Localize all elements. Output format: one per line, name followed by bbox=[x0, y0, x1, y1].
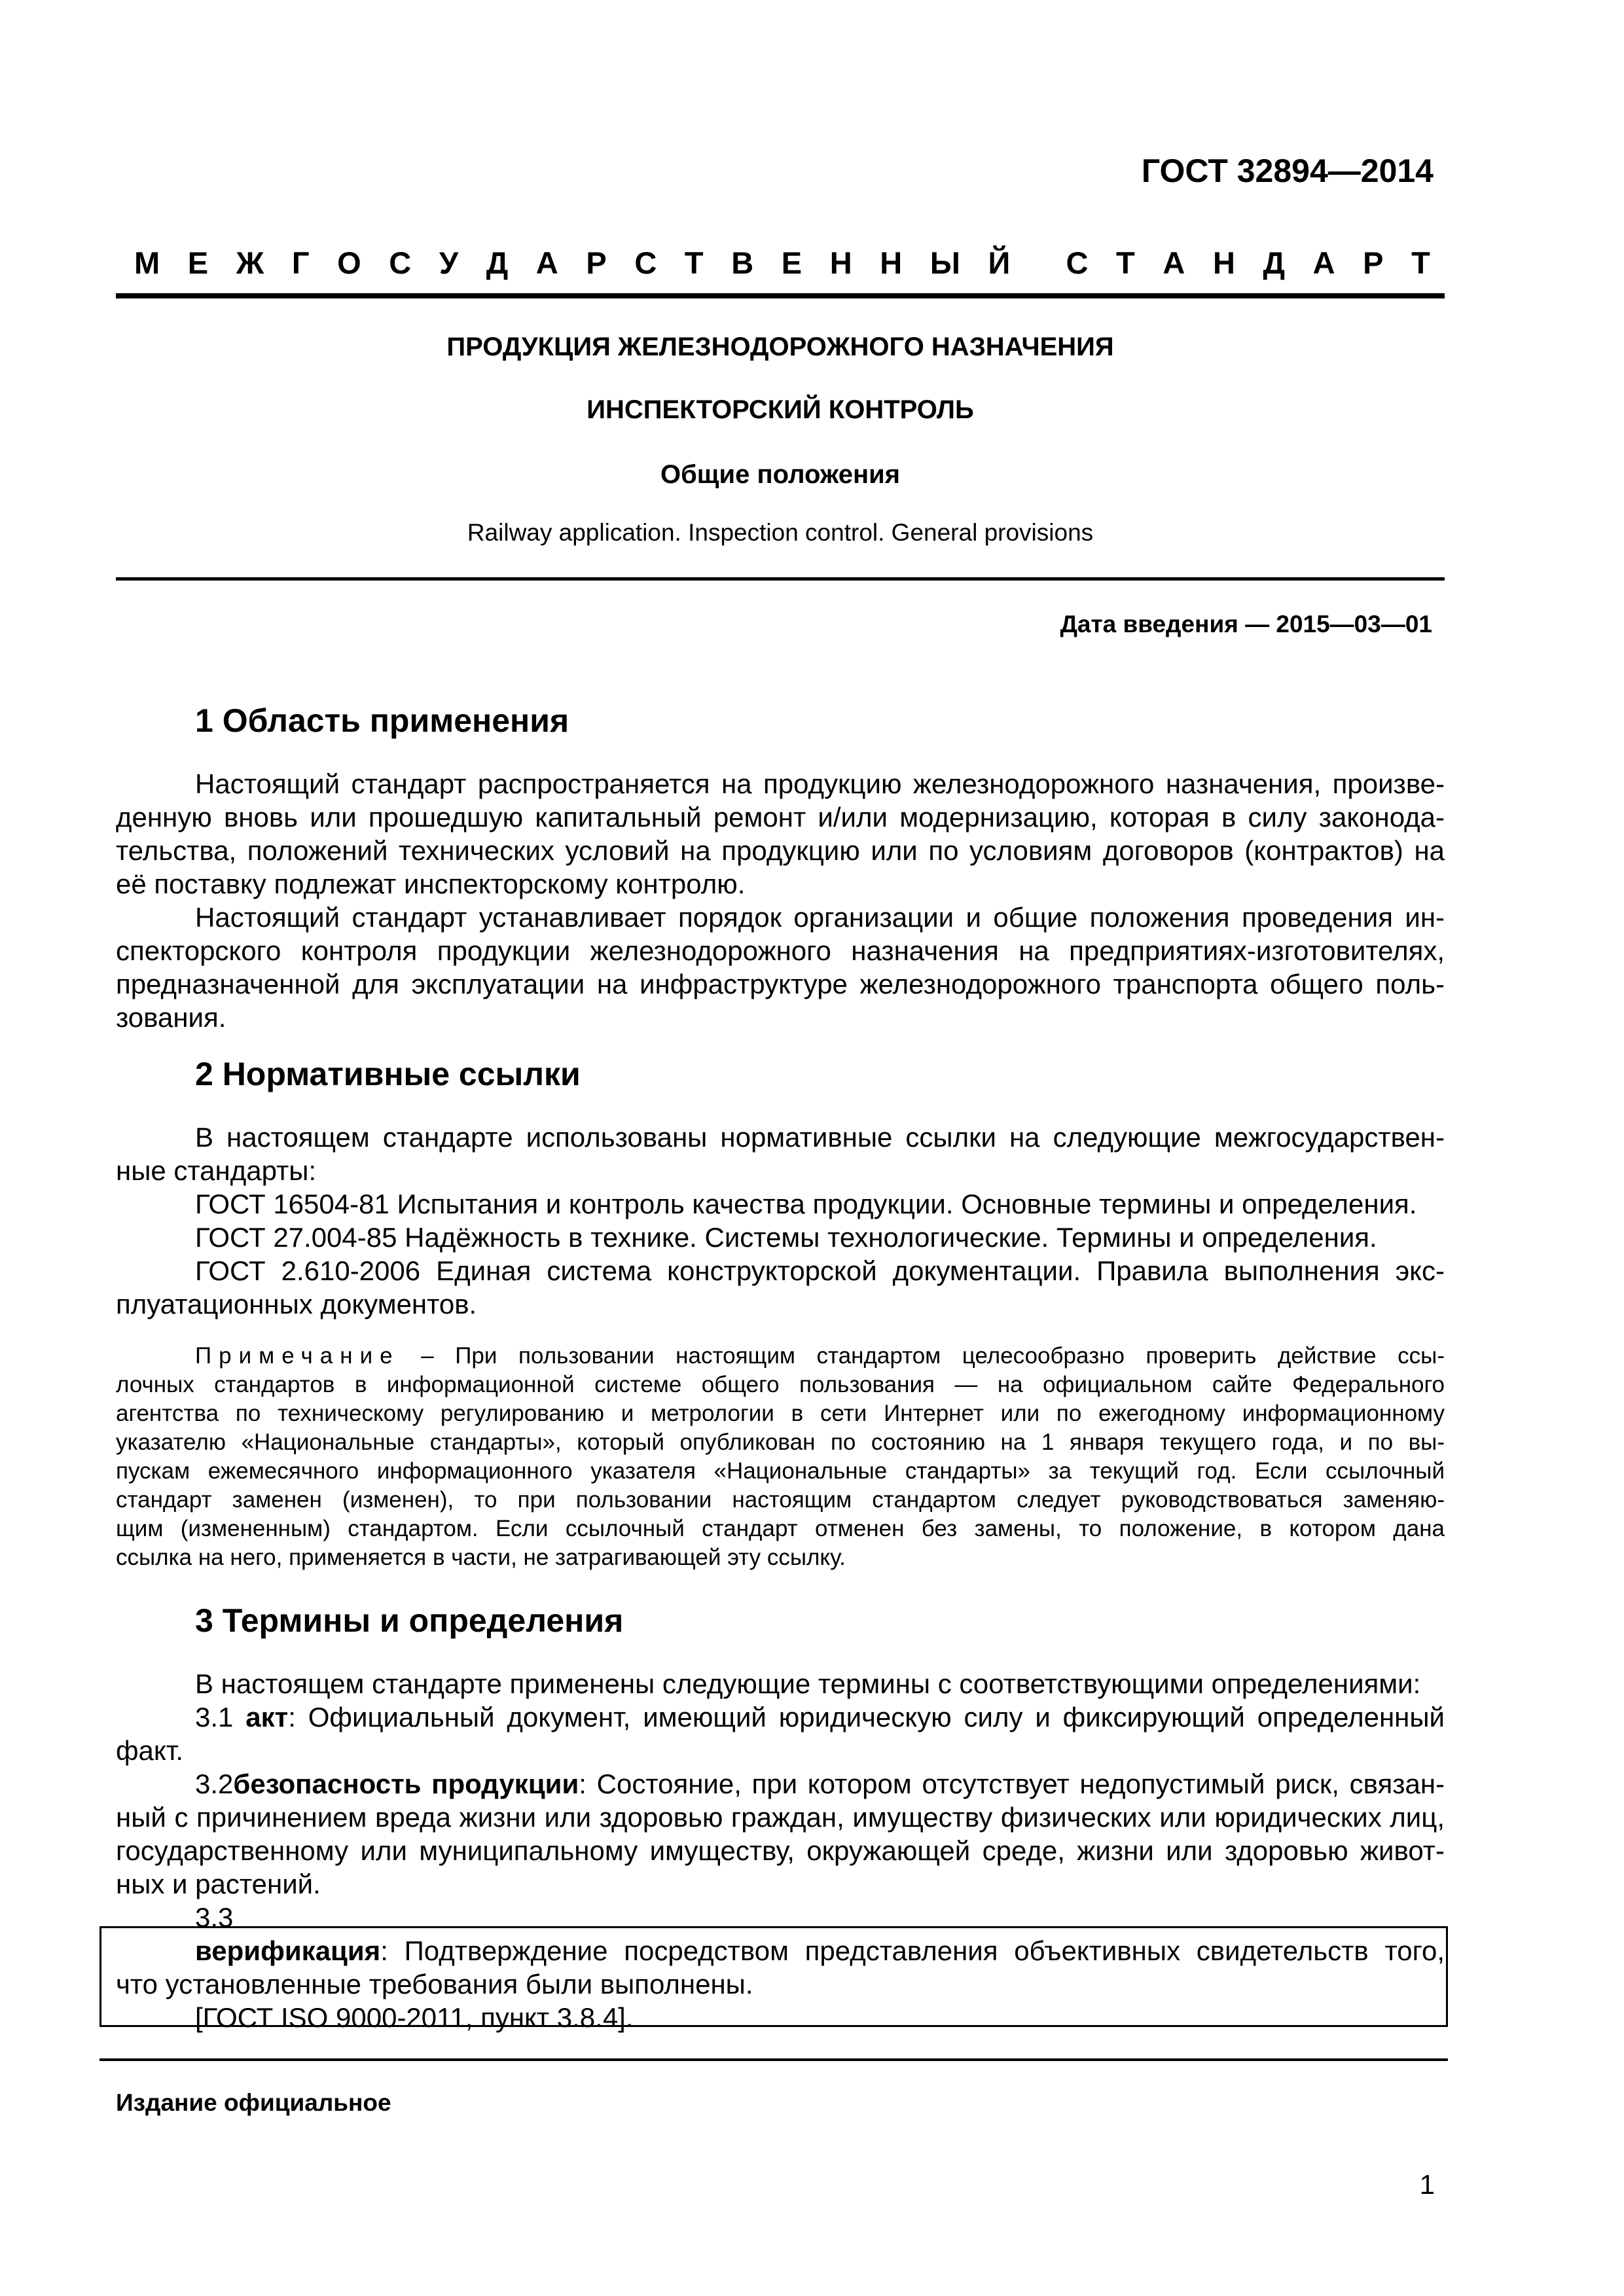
reference-gost-27004 bbox=[116, 1221, 1445, 1254]
term-definition: : Подтверждение посредством представления объективных свидетельств того, bbox=[380, 1935, 1445, 1966]
banner-letter: У bbox=[439, 245, 459, 280]
header-rule bbox=[116, 293, 1445, 298]
term-definition: : Официальный документ, имеющий юридическую силу и фиксирующий определенный bbox=[288, 1702, 1445, 1732]
banner-letter: Т bbox=[1116, 245, 1135, 280]
text-line: предназначенной для эксплуатации на инфраструктуре железнодорожного транспорта общего поль- bbox=[116, 969, 1445, 999]
banner-letter: В bbox=[731, 245, 754, 280]
term-number: 3.2 bbox=[195, 1768, 234, 1799]
title-line-3: Общие положения bbox=[660, 460, 901, 489]
banner-letter: О bbox=[337, 245, 361, 280]
section-2-intro bbox=[116, 1121, 1445, 1187]
title-rule bbox=[116, 577, 1445, 581]
section-1-heading: 1 Область применения bbox=[195, 702, 569, 739]
banner-letter: Д bbox=[486, 245, 509, 280]
banner-letter: Р bbox=[586, 245, 607, 280]
banner-letter: А bbox=[1163, 245, 1185, 280]
term-3-3 bbox=[116, 1934, 1445, 2034]
banner-letter: Ы bbox=[929, 245, 960, 280]
text-line: пускам ежемесячного информационного указателя «Национальные стандарты» за текущий год. Если ссылочный bbox=[116, 1458, 1445, 1484]
title-line-1: ПРОДУКЦИЯ ЖЕЛЕЗНОДОРОЖНОГО НАЗНАЧЕНИЯ bbox=[446, 332, 1114, 361]
text-line: государственному или муниципальному имуществу, окружающей среде, жизни или здоровью живот- bbox=[116, 1835, 1445, 1866]
introduction-date: Дата введения — 2015—03—01 bbox=[1060, 611, 1432, 637]
text-line: В настоящем стандарте использованы нормативные ссылки на следующие межгосударствен- bbox=[195, 1122, 1445, 1153]
text-line: спекторского контроля продукции железнодорожного назначения на предприятиях-изготовителях, bbox=[116, 935, 1445, 966]
section-2-heading: 2 Нормативные ссылки bbox=[195, 1056, 581, 1092]
page-number: 1 bbox=[1419, 2169, 1435, 2200]
banner-letter: Е bbox=[781, 245, 803, 280]
english-title: Railway application. Inspection control. General provisions bbox=[467, 519, 1094, 546]
text-line: указателю «Национальные стандарты», который опубликован по состоянию на 1 января текущего года, и по вы- bbox=[116, 1429, 1445, 1455]
text-line: факт. bbox=[116, 1735, 184, 1766]
text-line: щим (измененным) стандартом. Если ссылочный стандарт отменен без замены, то положение, в котором дана bbox=[116, 1516, 1445, 1541]
document-number: ГОСТ 32894—2014 bbox=[1141, 152, 1434, 189]
banner-letter: Й bbox=[988, 245, 1011, 280]
term-3-2 bbox=[116, 1767, 1445, 1901]
banner-letter: Н bbox=[829, 245, 852, 280]
text-line: ный с причинением вреда жизни или здоровью граждан, имуществу физических или юридических лиц, bbox=[116, 1802, 1445, 1833]
text-line: плуатационных документов. bbox=[116, 1289, 477, 1319]
interstate-standard-banner bbox=[134, 245, 1430, 281]
banner-letter: С bbox=[389, 245, 412, 280]
banner-letter: А bbox=[535, 245, 558, 280]
banner-letter: Ж bbox=[236, 245, 264, 280]
text-line: ГОСТ 16504-81 Испытания и контроль качества продукции. Основные термины и определения. bbox=[195, 1189, 1417, 1219]
banner-letter: М bbox=[134, 245, 160, 280]
banner-letter: Т bbox=[684, 245, 704, 280]
text-line: денную вновь или прошедшую капитальный ремонт и/или модернизацию, которая в силу законода- bbox=[116, 802, 1445, 833]
note-first-line bbox=[116, 1342, 1445, 1371]
text-line: стандарт заменен (изменен), то при пользовании настоящим стандартом следует руководствоваться заменяю- bbox=[116, 1487, 1445, 1513]
note-block bbox=[116, 1342, 1445, 1572]
edition-label: Издание официальное bbox=[116, 2089, 391, 2116]
text-line: тельства, положений технических условий на продукцию или по условиям договоров (контрактов) на bbox=[116, 835, 1445, 866]
banner-letter: Н bbox=[880, 245, 903, 280]
text-line: В настоящем стандарте применены следующие термины с соответствующими определениями: bbox=[195, 1668, 1421, 1699]
term-definition: : Состояние, при котором отсутствует недопустимый риск, связан- bbox=[579, 1768, 1445, 1799]
note-label: Примечание bbox=[195, 1343, 400, 1369]
banner-letter: Т bbox=[1411, 245, 1430, 280]
text-line: агентства по техническому регулированию и метрологии в сети Интернет или по ежегодному информационному bbox=[116, 1401, 1445, 1426]
section-3-intro bbox=[116, 1667, 1445, 1700]
term-name: верификация bbox=[195, 1935, 381, 1966]
banner-letter: Д bbox=[1263, 245, 1285, 280]
text-line: ГОСТ 2.610-2006 Единая система конструкторской документации. Правила выполнения экс- bbox=[195, 1255, 1445, 1286]
text-line: её поставку подлежат инспекторскому контролю. bbox=[116, 869, 746, 899]
term-name: безопасность продукции bbox=[233, 1768, 579, 1799]
banner-letter: Г bbox=[291, 245, 310, 280]
term-3-1 bbox=[116, 1700, 1445, 1767]
text-line: лочных стандартов в информационной системе общего пользования — на официальном сайте Федерального bbox=[116, 1372, 1445, 1397]
banner-letter: Р bbox=[1363, 245, 1384, 280]
note-text: – При пользовании настоящим стандартом целесообразно проверить действие ссы- bbox=[421, 1343, 1445, 1369]
title-line-2: ИНСПЕКТОРСКИЙ КОНТРОЛЬ bbox=[586, 395, 974, 424]
footer-rule bbox=[99, 2058, 1448, 2061]
banner-letter: Е bbox=[187, 245, 209, 280]
reference-gost-16504 bbox=[116, 1187, 1445, 1221]
term-line bbox=[116, 1934, 1445, 1967]
term-name: акт bbox=[245, 1702, 289, 1732]
text-line: что установленные требования были выполнены. bbox=[116, 1969, 753, 2000]
term-line bbox=[116, 1767, 1445, 1801]
term-number: 3.1 bbox=[195, 1702, 234, 1732]
term-source: [ГОСТ ISO 9000-2011, пункт 3.8.4]. bbox=[195, 2002, 634, 2033]
banner-letter: С bbox=[1066, 245, 1089, 280]
text-line: ных и растений. bbox=[116, 1869, 321, 1899]
text-line: зования. bbox=[116, 1002, 226, 1033]
text-line: ГОСТ 27.004-85 Надёжность в технике. Системы технологические. Термины и определения. bbox=[195, 1222, 1377, 1253]
section-1-paragraph-2 bbox=[116, 901, 1445, 1034]
term-number: 3.3 bbox=[195, 1902, 234, 1933]
section-3-heading: 3 Термины и определения bbox=[195, 1602, 624, 1639]
text-line: ссылка на него, применяется в части, не затрагивающей эту ссылку. bbox=[116, 1545, 846, 1570]
banner-letter: С bbox=[634, 245, 657, 280]
banner-letter: Н bbox=[1212, 245, 1235, 280]
text-line: Настоящий стандарт распространяется на продукцию железнодорожного назначения, произве- bbox=[195, 768, 1445, 799]
text-line: ные стандарты: bbox=[116, 1155, 317, 1186]
reference-gost-2610 bbox=[116, 1254, 1445, 1321]
section-1-paragraph-1 bbox=[116, 767, 1445, 901]
text-line: Настоящий стандарт устанавливает порядок организации и общие положения проведения ин- bbox=[195, 902, 1445, 933]
banner-letter: А bbox=[1312, 245, 1335, 280]
term-line bbox=[116, 1700, 1445, 1734]
